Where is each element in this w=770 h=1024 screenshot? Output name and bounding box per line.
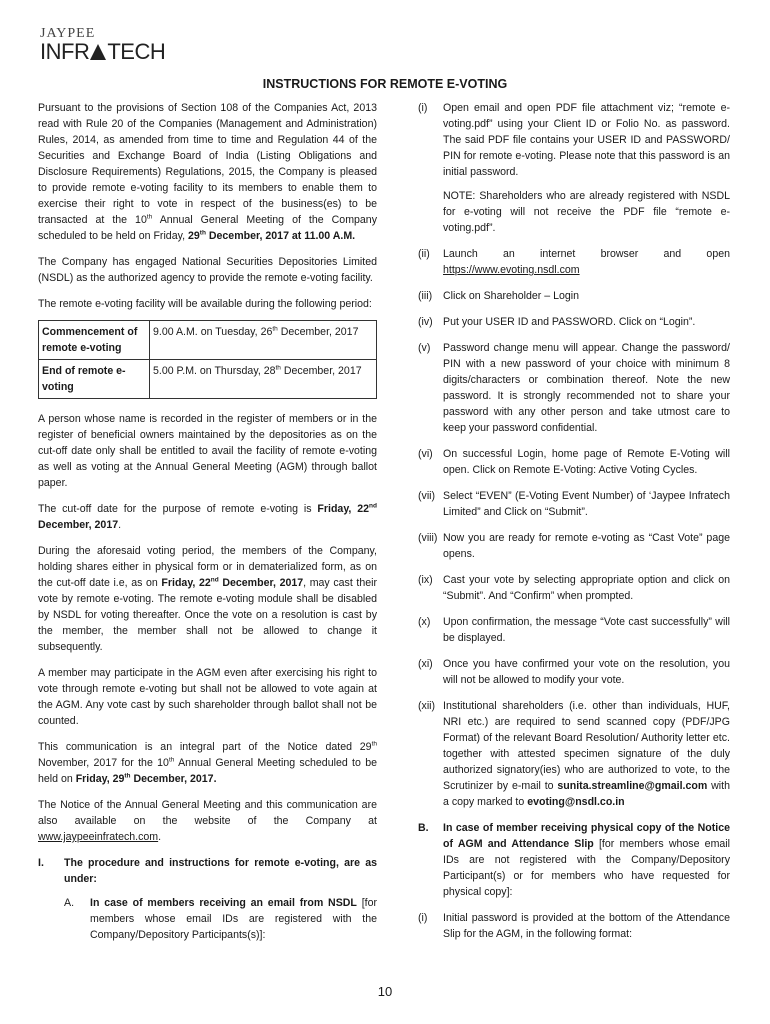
evoting-link[interactable]: https://www.evoting.nsdl.com: [443, 264, 580, 276]
section-number: I.: [38, 857, 44, 869]
paragraph-eligibility: A person whose name is recorded in the register of members or in the register of beneficial owners maintained by the depositories as on the cut-off date only shall be entitled to avail the facility of remote e-voting as well as voting at the Annual General Meeting (AGM) through ballot paper.: [38, 413, 377, 489]
page-number: 10: [377, 984, 393, 999]
list-item: [418, 246, 730, 278]
list-item-text: On successful Login, home page of Remote E-Voting will open. Click on Remote E-Voting: Active Voting Cycles.: [443, 448, 730, 476]
section-procedure: [38, 855, 377, 887]
nsdl-email: evoting@nsdl.co.in: [527, 796, 625, 808]
list-item: [418, 446, 730, 478]
table-row: [39, 321, 377, 360]
list-item: [418, 656, 730, 688]
section-number: B.: [418, 822, 429, 834]
logo-top-text: JAYPEE: [40, 26, 96, 41]
table-row: [39, 360, 377, 399]
list-item: [418, 100, 730, 236]
paragraph-intro: Pursuant to the provisions of Section 108 of the Companies Act, 2013 read with Rule 20 of the Companies (Management and Administration) Rules, 2014, as amended from time to time and Regulation 44 of the Securities and Exchange Board of India (Listing Obligations and Disclosure Requirements) Regulations, 2015, the Company is pleased to provide remote e-voting facility to its members to enable them to exercise their right to vote in respect of the business(es) to be transacted at the 10th Annual General Meeting of the Company scheduled to be held on Friday, 29th December, 2017 at 11.00 A.M.: [38, 102, 377, 242]
instruction-text: Open email and open PDF file attachment viz; “remote e-voting.pdf” using your Client ID or Folio No. as password. The said PDF file contains your USER ID and PASSWORD/ PIN for remote e-voting. Please note that this password is an initial password.: [443, 102, 730, 178]
list-item: [418, 288, 730, 304]
right-column: [418, 100, 730, 952]
list-item: [418, 614, 730, 646]
list-item-number: (xii): [418, 700, 436, 712]
list-item-number: (vii): [418, 490, 436, 502]
list-item-number: (iv): [418, 316, 433, 328]
list-item-number: (vi): [418, 448, 433, 460]
list-item-number: (xi): [418, 658, 433, 670]
list-item-text: Click on Shareholder – Login: [443, 290, 580, 302]
list-item-number: (i): [418, 912, 428, 924]
left-column: [38, 100, 377, 943]
instruction-note: NOTE: Shareholders who are already registered with NSDL for e-voting will not receive the PDF file “remote e-voting.pdf”.: [443, 190, 730, 234]
logo-triangle-icon: [90, 44, 106, 60]
list-item-number: (i): [418, 102, 428, 114]
table-cell-value: 5.00 P.M. on Thursday, 28th December, 2017: [150, 360, 377, 399]
list-item: [418, 572, 730, 604]
paragraph-agm-participation: A member may participate in the AGM even after exercising his right to vote through remote e-voting but shall not be allowed to vote again at the AGM. Any vote cast by such shareholder through ballot shall not be counted.: [38, 667, 377, 727]
list-item-number: (ix): [418, 574, 433, 586]
list-item-number: (x): [418, 616, 431, 628]
paragraph-nsdl: The Company has engaged National Securities Depositories Limited (NSDL) as the authorized agency to provide the remote e-voting facility.: [38, 256, 377, 284]
list-item-text: Put your USER ID and PASSWORD. Click on “Login”.: [443, 316, 696, 328]
subsection-a: [64, 895, 377, 943]
list-item-number: (v): [418, 342, 431, 354]
list-item: [418, 910, 730, 942]
list-item-number: (iii): [418, 290, 433, 302]
subsection-text: In case of members receiving an email from NSDL [for members whose email IDs are registered with the Company/Depository Participants(s)]:: [90, 897, 378, 941]
website-link[interactable]: www.jaypeeinfratech.com: [38, 831, 159, 843]
list-item: [418, 530, 730, 562]
logo-main-text: INFR TECH: [40, 39, 166, 64]
section-heading: The procedure and instructions for remote e-voting, are as under:: [64, 857, 377, 885]
table-cell-key: End of remote e-voting: [39, 360, 150, 399]
paragraph-period: The remote e-voting facility will be available during the following period:: [38, 298, 372, 310]
paragraph-communication: This communication is an integral part of the Notice dated 29th November, 2017 for the 10th Annual General Meeting scheduled to be held on Friday, 29th December, 2017.: [38, 740, 377, 785]
list-item-number: (viii): [418, 532, 438, 544]
list-item: [418, 488, 730, 520]
section-b: [418, 820, 730, 900]
list-item-text: Now you are ready for remote e-voting as “Cast Vote” page opens.: [443, 532, 730, 560]
section-text: In case of member receiving physical copy of the Notice of AGM and Attendance Slip [for members whose email IDs are not registered with the Company/Depository Participant(s) or for members who have requested for physical copy]:: [443, 822, 730, 898]
page-title: INSTRUCTIONS FOR REMOTE E-VOTING: [262, 77, 508, 91]
company-logo: [40, 27, 165, 63]
list-item: [418, 340, 730, 436]
scrutinizer-email: sunita.streamline@gmail.com: [557, 780, 708, 792]
table-cell-value: 9.00 A.M. on Tuesday, 26th December, 2017: [150, 321, 377, 360]
list-item-text: Cast your vote by selecting appropriate option and click on “Submit”. And “Confirm” when prompted.: [443, 574, 730, 602]
list-item-text: Launch an internet browser and open https://www.evoting.nsdl.com: [443, 248, 730, 276]
list-item-text: Once you have confirmed your vote on the resolution, you will not be allowed to modify your vote.: [443, 658, 730, 686]
list-item: [418, 698, 730, 810]
paragraph-voting-period: During the aforesaid voting period, the members of the Company, holding shares either in physical form or in dematerialized form, as on the cut-off date i.e, as on Friday, 22nd December, 2017, may cast their vote by remote e-voting. The remote e-voting module shall be disabled by NSDL for voting thereafter. Once the vote on a resolution is cast by the member, the member shall not be allowed to change it subsequently.: [38, 545, 377, 653]
subsection-number: A.: [64, 897, 75, 909]
list-item-text: Select “EVEN” (E-Voting Event Number) of ‘Jaypee Infratech Limited” and Click on “Submit”.: [443, 490, 730, 518]
list-item: [418, 314, 730, 330]
list-item-text: Password change menu will appear. Change the password/ PIN with a new password of your choice with minimum 8 digits/characters or combination thereof. Note the new password. It is strongly recommended not to share your password with any other person and take utmost care to keep your password confidential.: [443, 342, 730, 434]
voting-period-table: [38, 320, 377, 399]
list-item-number: (ii): [418, 248, 430, 260]
list-item-text: [443, 100, 730, 236]
paragraph-cutoff: The cut-off date for the purpose of remote e-voting is Friday, 22nd December, 2017.: [38, 502, 377, 531]
list-item-text: Institutional shareholders (i.e. other than individuals, HUF, NRI etc.) are required to send scanned copy (PDF/JPG Format) of the relevant Board Resolution/ Authority letter etc. together with attested specimen signature of the duly authorized signatory(ies) who are authorized to vote, to the Scrutinizer by e-mail to sunita.streamline@gmail.com with a copy marked to evoting@nsdl.co.in: [443, 700, 730, 808]
table-cell-key: Commencement of remote e-voting: [39, 321, 150, 360]
list-item-text: Upon confirmation, the message “Vote cast successfully” will be displayed.: [443, 616, 730, 644]
paragraph-website: The Notice of the Annual General Meeting and this communication are also available on the website of the Company at www.jaypeeinfratech.com.: [38, 799, 377, 843]
list-item-text: Initial password is provided at the bottom of the Attendance Slip for the AGM, in the following format:: [443, 912, 730, 940]
